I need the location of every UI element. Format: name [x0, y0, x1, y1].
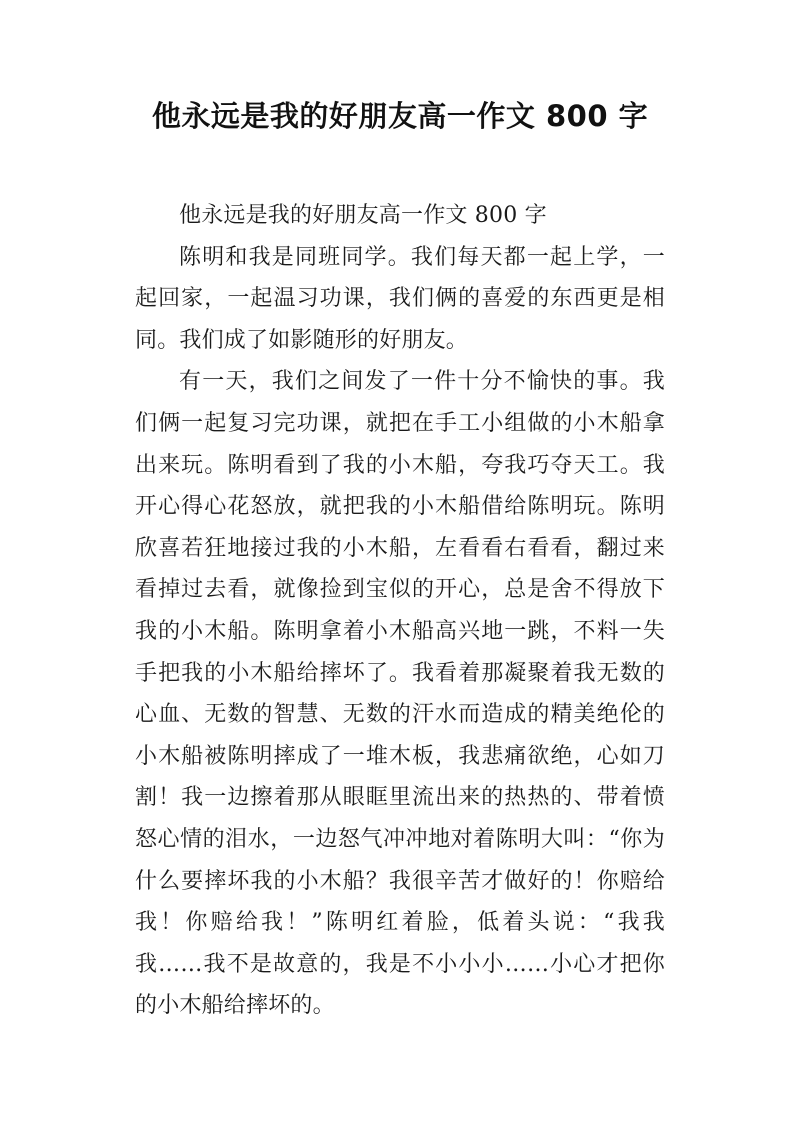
- document-body: [135, 195, 665, 1027]
- paragraph-subtitle: 他永远是我的好朋友高一作文 800 字: [179, 203, 547, 228]
- paragraph-story: 有一天，我们之间发了一件十分不愉快的事。我们俩一起复习完功课，就把在手工小组做的小木船拿出来玩。陈明看到了我的小木船，夸我巧夺天工。我开心得心花怒放，就把我的小木船借给陈明玩。陈明欣喜若狂地接过我的小木船，左看看右看看，翻过来看掉过去看，就像捡到宝似的开心，总是舍不得放下我的小木船。陈明拿着小木船高兴地一跳，不料一失手把我的小木船给摔坏了。我看着那凝聚着我无数的心血、无数的智慧、无数的汗水而造成的精美绝伦的小木船被陈明摔成了一堆木板，我悲痛欲绝，心如刀割！我一边擦着那从眼眶里流出来的热热的、带着愤怒心情的泪水，一边怒气冲冲地对着陈明大叫：“你为什么要摔坏我的小木船？我很辛苦才做好的！你赔给我！你赔给我！”陈明红着脸，低着头说：“我我我……我不是故意的，我是不小小小……小心才把你的小木船给摔坏的。: [135, 369, 665, 1019]
- paragraph-intro: 陈明和我是同班同学。我们每天都一起上学，一起回家，一起温习功课，我们俩的喜爱的东西更是相同。我们成了如影随形的好朋友。: [135, 244, 665, 353]
- document-title: 他永远是我的好朋友高一作文 800 字: [151, 99, 649, 133]
